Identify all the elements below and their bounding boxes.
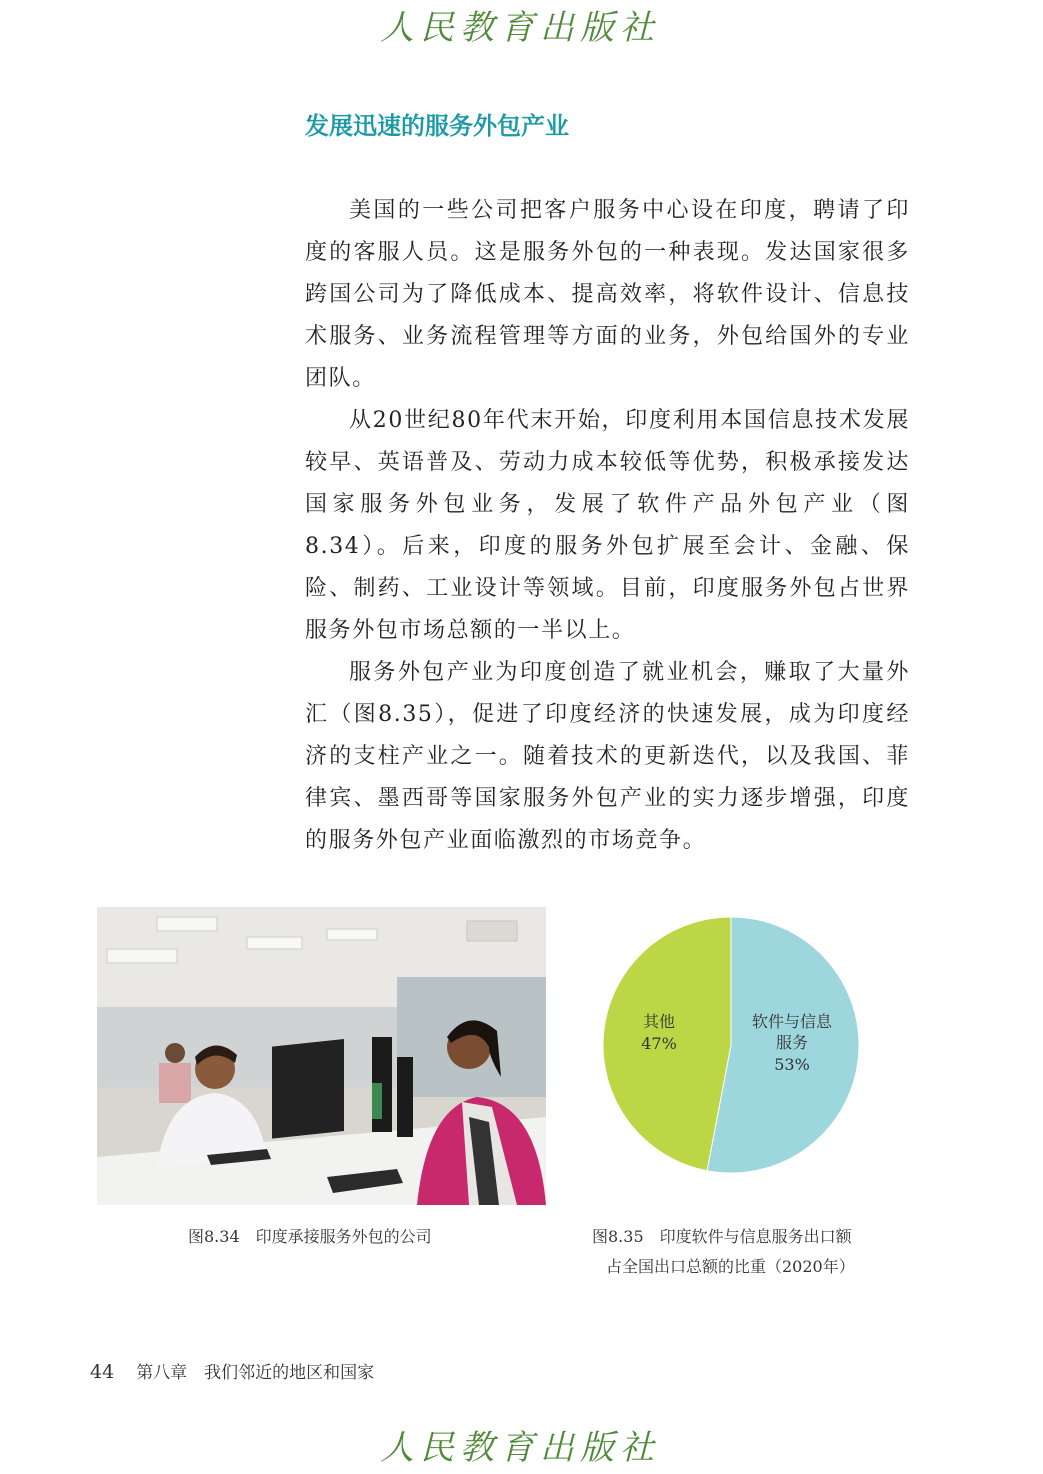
- slice-label-other: 其他: [642, 1012, 676, 1031]
- page-number: 44: [90, 1361, 115, 1383]
- paragraph-1: 美国的一些公司把客户服务中心设在印度，聘请了印度的客服人员。这是服务外包的一种表现。发达国家很多跨国公司为了降低成本、提高效率，将软件设计、信息技术服务、业务流程管理等方面的业务，外包给国外的专业团队。: [305, 198, 910, 391]
- slice-label-software-line1: 软件与信息: [751, 1012, 833, 1031]
- slice-value-software: 53%: [774, 1055, 810, 1074]
- section-title: 发展迅速的服务外包产业: [305, 112, 569, 140]
- publisher-logo-bottom: 人民教育出版社: [380, 1428, 660, 1468]
- paragraph-3: 服务外包产业为印度创造了就业机会，赚取了大量外汇（图8.35），促进了印度经济的快速发展，成为印度经济的支柱产业之一。随着技术的更新迭代，以及我国、菲律宾、墨西哥等国家服务外包产业的实力逐步增强，印度的服务外包产业面临激烈的市场竞争。: [305, 660, 910, 853]
- publisher-logo-top: 人民教育出版社: [380, 8, 660, 48]
- figure-8-35-caption-line1: 图8.35 印度软件与信息服务出口额: [592, 1227, 852, 1246]
- chapter-title: 第八章 我们邻近的地区和国家: [136, 1363, 375, 1383]
- paragraph-2: 从20世纪80年代末开始，印度利用本国信息技术发展较早、英语普及、劳动力成本较低等优势，积极承接发达国家服务外包业务，发展了软件产品外包产业（图8.34）。后来，印度的服务外包扩展至会计、金融、保险、制药、工业设计等领域。目前，印度服务外包占世界服务外包市场总额的一半以上。: [305, 408, 910, 643]
- export-share-pie-chart: [596, 910, 866, 1180]
- figure-8-34-caption: 图8.34 印度承接服务外包的公司: [188, 1227, 432, 1246]
- slice-label-software-line2: 服务: [775, 1033, 809, 1052]
- body-text: [305, 190, 910, 862]
- page-footer: [90, 1358, 374, 1383]
- figure-8-35-caption-line2: 占全国出口总额的比重（2020年）: [606, 1257, 855, 1276]
- office-photo: [97, 907, 546, 1205]
- slice-value-other: 47%: [641, 1034, 677, 1053]
